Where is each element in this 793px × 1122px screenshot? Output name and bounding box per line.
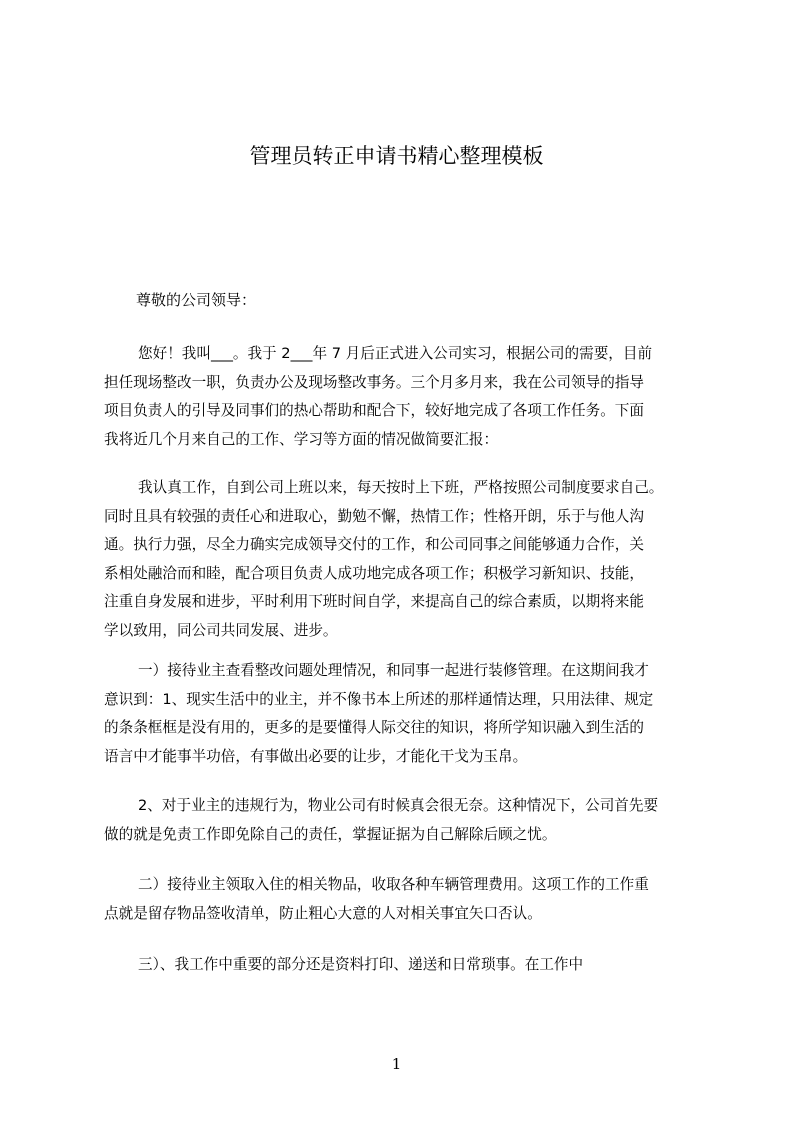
- document-title: 管理员转正申请书精心整理模板: [249, 144, 544, 168]
- paragraph-line: 语言中才能事半功倍，有事做出必要的让步，才能化干戈为玉帛。: [104, 747, 528, 765]
- paragraph-line: 我认真工作，自到公司上班以来，每天按时上下班，严格按照公司制度要求自己。: [138, 479, 664, 496]
- paragraph-line: 注重自身发展和进步，平时利用下班时间自学，来提高自己的综合素质，以期将来能: [104, 593, 644, 610]
- paragraph-line: 通。执行力强，尽全力确实完成领导交付的工作，和公司同事之间能够通力合作，关: [104, 536, 644, 553]
- paragraph-item-collection: [104, 871, 700, 928]
- paragraph-line: 三）、我工作中重要的部分还是资料打印、递送和日常琐事。在工作中: [138, 956, 584, 973]
- paragraph-work-attitude: [104, 474, 700, 645]
- paragraph-line: 您好！我叫___。我于 2___年 7 月后正式进入公司实习，根据公司的需要，目前: [138, 345, 653, 362]
- paragraph-line: 项目负责人的引导及同事们的热心帮助和配合下，较好地完成了各项工作任务。下面: [104, 402, 644, 419]
- paragraph-line: 意识到：1、现实生活中的业主，并不像书本上所述的那样通情达理，只用法律、规定: [104, 690, 654, 708]
- paragraph-line: 的条条框框是没有用的，更多的是要懂得人际交往的知识，将所学知识融入到生活的: [104, 719, 644, 736]
- paragraph-line: 同时且具有较强的责任心和进取心，勤勉不懈，热情工作；性格开朗，乐于与他人沟: [104, 507, 644, 525]
- paragraph-line: 一）接待业主查看整改问题处理情况，和同事一起进行装修管理。在这期间我才: [138, 662, 649, 679]
- paragraph-violations: [104, 792, 700, 849]
- paragraph-line: 担任现场整改一职，负责办公及现场整改事务。三个月多月来，我在公司领导的指导: [104, 373, 644, 391]
- paragraph-intro: [104, 340, 700, 454]
- paragraph-owner-inspection: [104, 657, 700, 771]
- paragraph-line: 系相处融洽而和睦，配合项目负责人成功地完成各项工作；积极学习新知识、技能，: [104, 564, 644, 582]
- salutation: 尊敬的公司领导：: [136, 291, 257, 309]
- paragraph-line: 点就是留存物品签收清单，防止粗心大意的人对相关事宜矢口否认。: [104, 904, 542, 922]
- paragraph-line: 我将近几个月来自己的工作、学习等方面的情况做简要汇报：: [104, 430, 499, 448]
- paragraph-line: 做的就是免责工作即免除自己的责任，掌握证据为自己解除后顾之忧。: [104, 825, 557, 843]
- paragraph-line: 2、对于业主的违规行为，物业公司有时候真会很无奈。这种情况下，公司首先要: [138, 797, 659, 814]
- paragraph-line: 学以致用，同公司共同发展、进步。: [104, 621, 338, 639]
- page-number: 1: [391, 1055, 402, 1073]
- paragraph-documents: [104, 951, 700, 980]
- paragraph-line: 二）接待业主领取入住的相关物品，收取各种车辆管理费用。这项工作的工作重: [138, 876, 649, 893]
